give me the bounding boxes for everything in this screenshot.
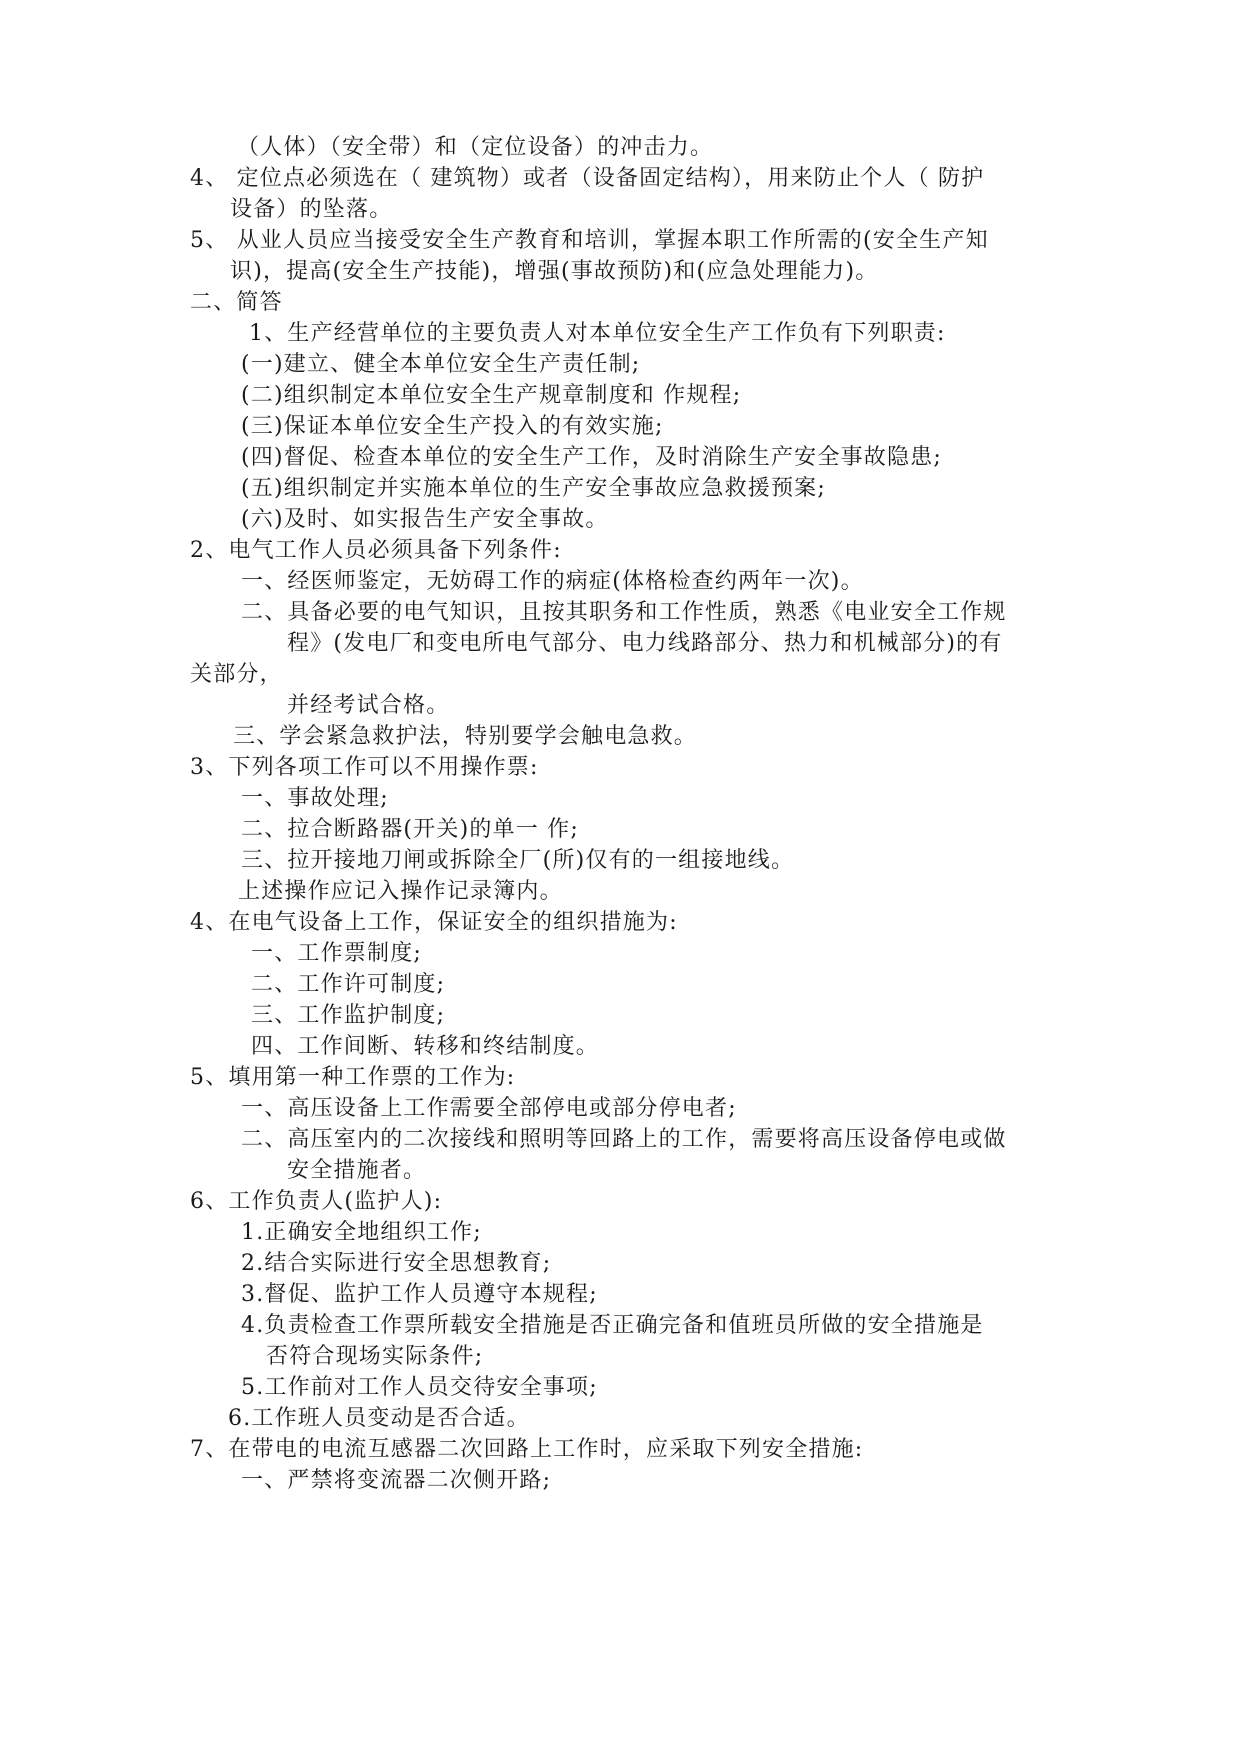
text-line: 上述操作应记入操作记录簿内。 [238, 879, 563, 904]
text-line: (五)组织制定并实施本单位的生产安全事故应急救援预案; [241, 476, 826, 501]
text-line: 5、填用第一种工作票的工作为: [190, 1065, 516, 1090]
text-line: 一、工作票制度; [251, 941, 423, 966]
text-line: 二、工作许可制度; [251, 972, 446, 997]
text-line: 三、工作监护制度; [251, 1003, 446, 1028]
text-line: 识)，提高(安全生产技能)，增强(事故预防)和(应急处理能力)。 [230, 259, 879, 284]
text-line: 1、生产经营单位的主要负责人对本单位安全生产工作负有下列职责: [249, 321, 946, 346]
text-line: (六)及时、如实报告生产安全事故。 [241, 507, 609, 532]
text-line: 二、拉合断路器(开关)的单一 作; [241, 817, 579, 842]
text-line: 二、具备必要的电气知识，且按其职务和工作性质，熟悉《电业安全工作规 [241, 600, 1007, 625]
text-line: 6、工作负责人(监护人): [190, 1189, 443, 1214]
text-line: 5.工作前对工作人员交待安全事项; [241, 1375, 598, 1400]
text-line: (一)建立、健全本单位安全生产责任制; [241, 352, 641, 377]
text-line: 3、下列各项工作可以不用操作票: [190, 755, 539, 780]
text-line: 一、高压设备上工作需要全部停电或部分停电者; [241, 1096, 737, 1121]
text-line: 一、严禁将变流器二次侧开路; [241, 1468, 552, 1493]
text-line: 并经考试合格。 [287, 693, 450, 718]
text-line: 关部分， [190, 662, 283, 687]
text-line: 四、工作间断、转移和终结制度。 [251, 1034, 600, 1059]
text-line: 三、学会紧急救护法，特别要学会触电急救。 [233, 724, 698, 749]
text-line: （人体）（安全带）和（定位设备）的冲击力。 [237, 135, 714, 160]
text-line: 1.正确安全地组织工作; [241, 1220, 482, 1245]
text-line: 4、在电气设备上工作，保证安全的组织措施为: [190, 910, 678, 935]
text-line: (四)督促、检查本单位的安全生产工作，及时消除生产安全事故隐患; [241, 445, 942, 470]
text-line: 5、 从业人员应当接受安全生产教育和培训，掌握本职工作所需的(安全生产知 [190, 228, 989, 253]
text-line: 设备）的坠落。 [230, 197, 393, 222]
text-line: (二)组织制定本单位安全生产规章制度和 作规程; [241, 383, 742, 408]
text-line: 7、在带电的电流互感器二次回路上工作时，应采取下列安全措施: [190, 1437, 864, 1462]
text-line: 二、高压室内的二次接线和照明等回路上的工作，需要将高压设备停电或做 [241, 1127, 1007, 1152]
text-line: 4、 定位点必须选在（ 建筑物）或者（设备固定结构），用来防止个人（ 防护 [190, 166, 985, 191]
text-line: 6.工作班人员变动是否合适。 [228, 1406, 530, 1431]
text-line: 2.结合实际进行安全思想教育; [241, 1251, 552, 1276]
text-line: 4.负责检查工作票所载安全措施是否正确完备和值班员所做的安全措施是 [241, 1313, 984, 1338]
section-heading: 二、简答 [190, 290, 283, 315]
text-line: 三、拉开接地刀闸或拆除全厂(所)仅有的一组接地线。 [241, 848, 795, 873]
text-line: 安全措施者。 [287, 1158, 427, 1183]
text-line: 程》(发电厂和变电所电气部分、电力线路部分、热力和机械部分)的有 [287, 631, 1003, 656]
text-line: 2、电气工作人员必须具备下列条件: [190, 538, 562, 563]
text-line: 3.督促、监护工作人员遵守本规程; [241, 1282, 598, 1307]
text-line: 一、事故处理; [241, 786, 389, 811]
text-line: 否符合现场实际条件; [266, 1344, 484, 1369]
text-line: (三)保证本单位安全生产投入的有效实施; [241, 414, 664, 439]
text-line: 一、经医师鉴定，无妨碍工作的病症(体格检查约两年一次)。 [241, 569, 864, 594]
